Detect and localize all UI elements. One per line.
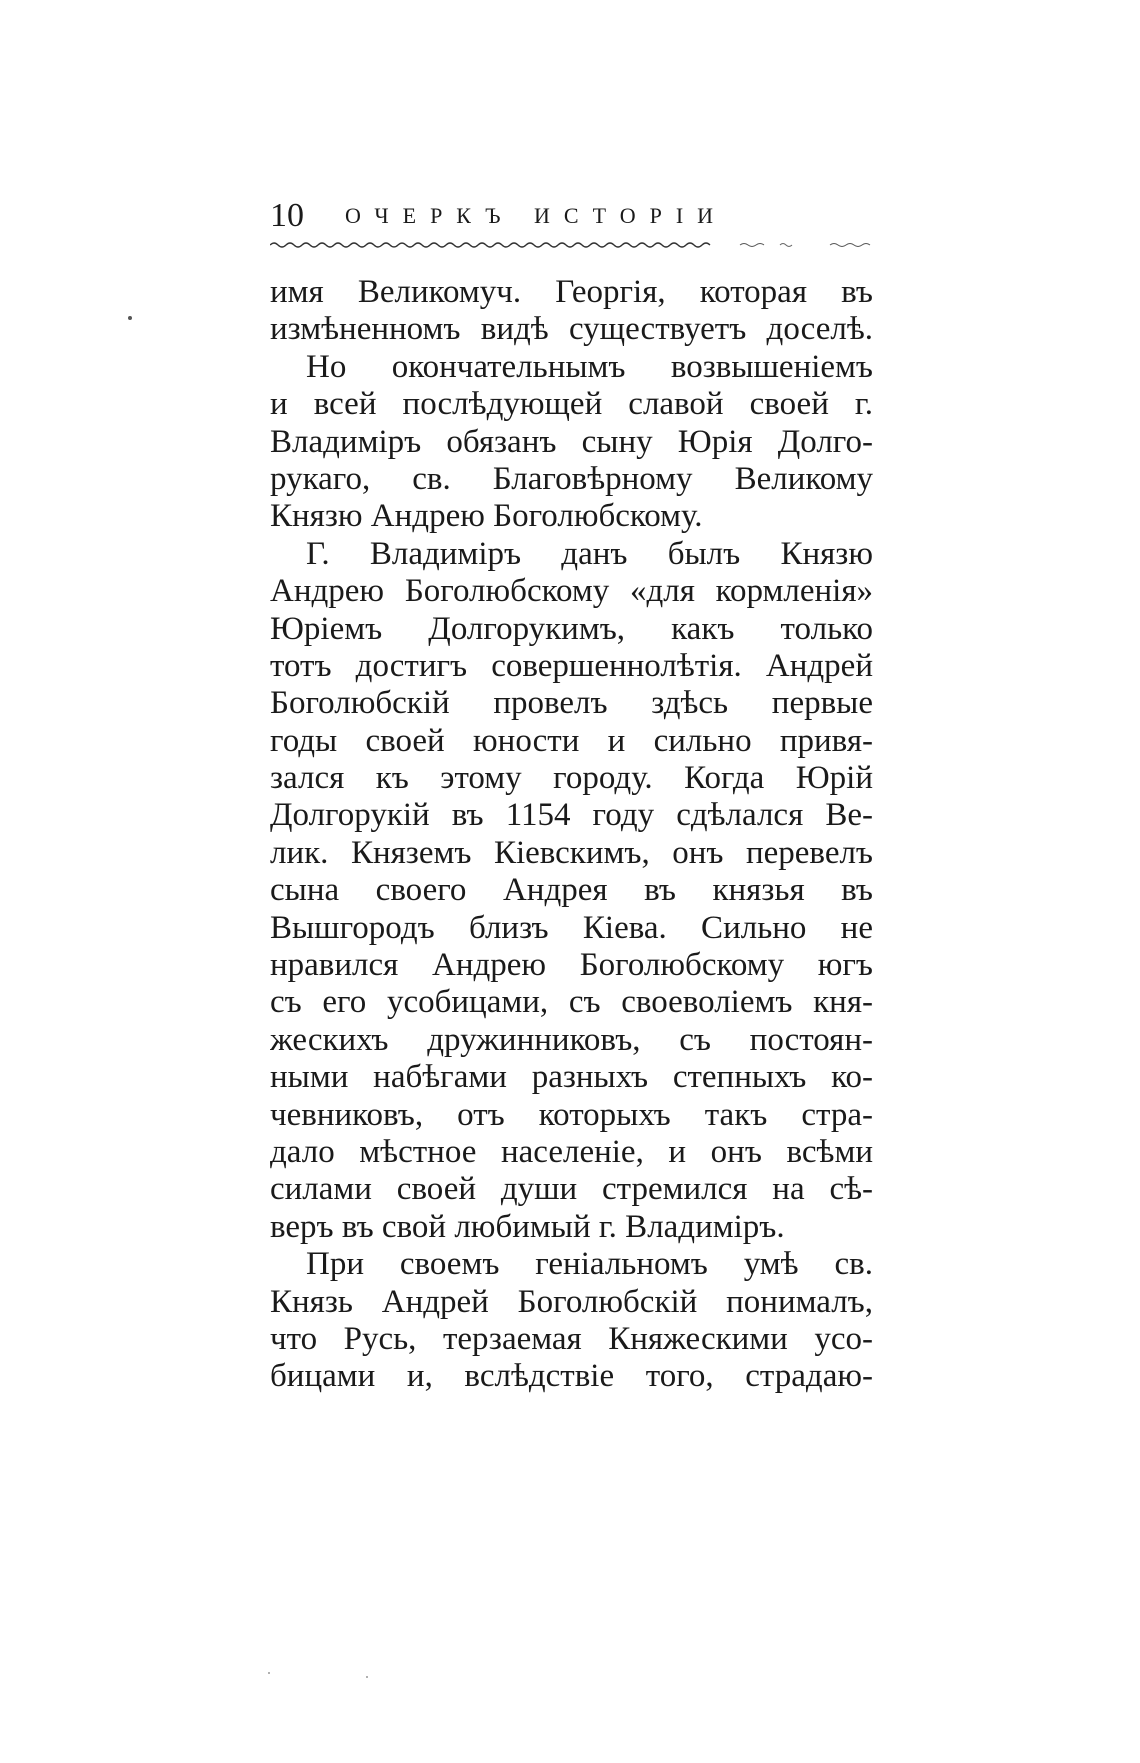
text-line: Г. Владиміръ данъ былъ Князю bbox=[306, 535, 873, 572]
running-head bbox=[270, 196, 875, 236]
decorative-wavy-rule bbox=[270, 240, 872, 250]
text-line: силами своей души стремился на сѣ- bbox=[270, 1171, 873, 1208]
text-line: Вышгородъ близъ Кіева. Сильно не bbox=[270, 909, 873, 946]
text-line: Долгорукій въ 1154 году сдѣлался Ве- bbox=[270, 797, 873, 834]
text-line: лик. Княземъ Кіевскимъ, онъ перевелъ bbox=[270, 834, 873, 871]
text-line: съ его усобицами, съ своеволіемъ кня- bbox=[270, 984, 873, 1021]
text-line: нравился Андрею Боголюбскому югъ bbox=[270, 947, 873, 984]
paper-speck bbox=[366, 1676, 368, 1678]
text-line: годы своей юности и сильно привя- bbox=[270, 722, 873, 759]
text-line: Князь Андрей Боголюбскій понималъ, bbox=[270, 1283, 873, 1320]
page-number: 10 bbox=[270, 197, 304, 234]
text-line: чевниковъ, отъ которыхъ такъ стра- bbox=[270, 1096, 873, 1133]
running-title: ОЧЕРКЪ ИСТОРІИ bbox=[345, 203, 728, 228]
text-line: и всей послѣдующей славой своей г. bbox=[270, 386, 873, 423]
text-line: Князю Андрею Боголюбскому. bbox=[270, 498, 703, 535]
text-line: Юріемъ Долгорукимъ, какъ только bbox=[270, 610, 873, 647]
text-line: имя Великомуч. Георгія, которая въ bbox=[270, 274, 873, 310]
text-line: тотъ достигъ совершеннолѣтія. Андрей bbox=[270, 647, 873, 684]
text-line: При своемъ геніальномъ умѣ св. bbox=[306, 1246, 873, 1283]
paper-speck bbox=[128, 316, 132, 320]
text-line: рукаго, св. Благовѣрному Великому bbox=[270, 460, 873, 497]
text-line: Но окончательнымъ возвышеніемъ bbox=[306, 348, 873, 385]
text-line: сына своего Андрея въ князья въ bbox=[270, 872, 873, 909]
text-line: зался къ этому городу. Когда Юрій bbox=[270, 760, 873, 797]
text-line: дало мѣстное населеніе, и онъ всѣми bbox=[270, 1133, 873, 1170]
text-line: Владиміръ обязанъ сыну Юрія Долго- bbox=[270, 423, 873, 460]
text-line: Боголюбскій провелъ здѣсь первые bbox=[270, 685, 873, 722]
text-line: веръ въ свой любимый г. Владиміръ. bbox=[270, 1208, 785, 1245]
text-line: жескихъ дружинниковъ, съ постоян- bbox=[270, 1021, 873, 1058]
text-line: бицами и, вслѣдствіе того, страдаю- bbox=[270, 1358, 873, 1395]
body-text bbox=[270, 274, 873, 1396]
text-line: ными набѣгами разныхъ степныхъ ко- bbox=[270, 1059, 873, 1096]
text-line: Андрею Боголюбскому «для кормленія» bbox=[270, 573, 873, 610]
text-line: что Русь, терзаемая Княжескими усо- bbox=[270, 1320, 873, 1357]
text-line: измѣненномъ видѣ существуетъ доселѣ. bbox=[270, 311, 873, 348]
paper-speck bbox=[268, 1672, 270, 1674]
